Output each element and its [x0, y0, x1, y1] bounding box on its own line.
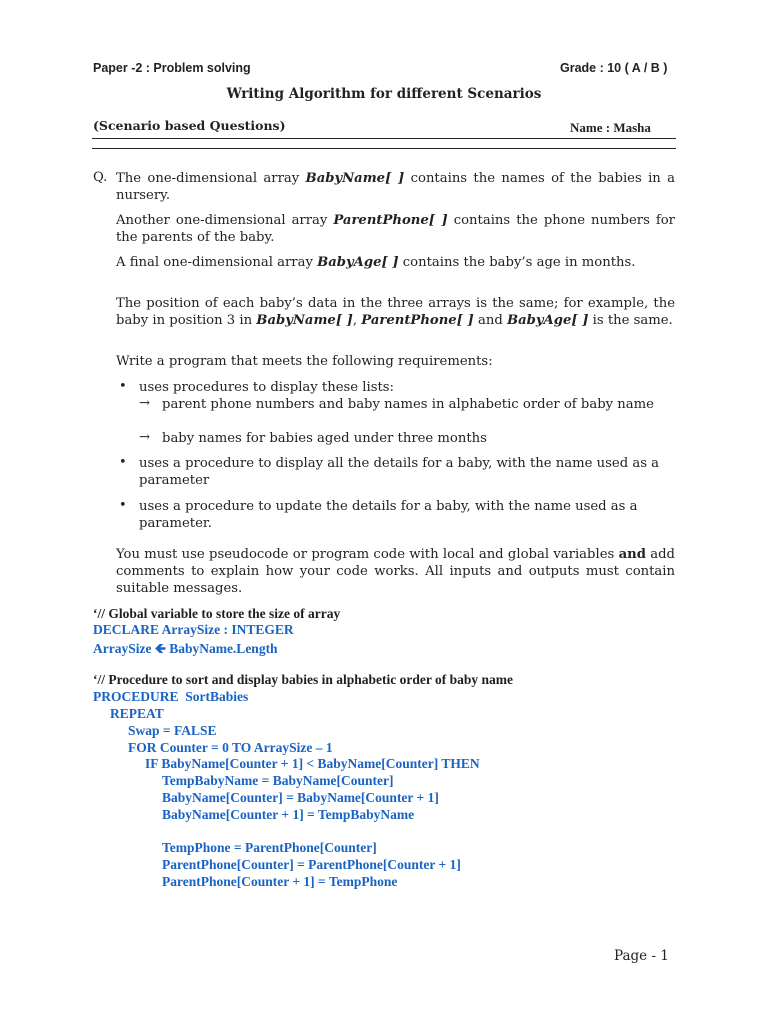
question-paragraph-3: A final one-dimensional array BabyAge[ ] contains the baby’s age in months.	[116, 255, 636, 270]
code-line: BabyName[Counter + 1] = TempBabyName	[162, 807, 415, 822]
code-line: ArraySize 🡸 BabyName.Length	[93, 641, 278, 656]
question-paragraph-2: Another one-dimensional array ParentPhone[ ] contains the phone numbers for the parents of the baby.	[116, 213, 675, 245]
student-name: Name : Masha	[570, 120, 651, 135]
page-title: Writing Algorithm for different Scenarios	[226, 86, 542, 102]
code-line: FOR Counter = 0 TO ArraySize – 1	[128, 740, 333, 755]
code-line: ParentPhone[Counter] = ParentPhone[Counter + 1]	[162, 857, 461, 872]
page-number: Page - 1	[614, 948, 669, 964]
bullet-marker: •	[119, 498, 127, 513]
arrow-marker: →	[139, 430, 151, 445]
question-paragraph-5: Write a program that meets the following requirements:	[116, 354, 493, 369]
header-rule-top	[92, 138, 676, 139]
question-paragraph-6: You must use pseudocode or program code with local and global variables and add comments to explain how your code works. All inputs and outputs must contain suitable messages.	[116, 547, 675, 596]
requirement-subitem: baby names for babies aged under three months	[162, 431, 487, 446]
bullet-marker: •	[119, 455, 127, 470]
paper-label: Paper -2 : Problem solving	[93, 61, 251, 75]
code-line: DECLARE ArraySize : INTEGER	[93, 622, 294, 637]
requirement-item: uses a procedure to update the details for a baby, with the name used as a parameter.	[139, 499, 638, 531]
question-paragraph-4: The position of each baby’s data in the three arrays is the same; for example, the baby in position 3 in BabyName[ ], ParentPhone[ ] and BabyAge[ ] is the same.	[116, 296, 675, 328]
question-paragraph-1: The one-dimensional array BabyName[ ] contains the names of the babies in a nursery.	[116, 171, 675, 203]
code-line: TempBabyName = BabyName[Counter]	[162, 773, 394, 788]
code-line: ParentPhone[Counter + 1] = TempPhone	[162, 874, 398, 889]
code-line: TempPhone = ParentPhone[Counter]	[162, 840, 377, 855]
grade-label: Grade : 10 ( A / B )	[560, 61, 668, 75]
code-line: BabyName[Counter] = BabyName[Counter + 1]	[162, 790, 439, 805]
page-subtitle: (Scenario based Questions)	[93, 118, 286, 133]
code-line: REPEAT	[110, 706, 164, 721]
bullet-marker: •	[119, 379, 127, 394]
question-marker: Q.	[93, 170, 108, 185]
header-rule-bottom	[92, 148, 676, 149]
code-comment: ‘// Global variable to store the size of array	[93, 606, 341, 621]
code-comment: ‘// Procedure to sort and display babies in alphabetic order of baby name	[93, 672, 514, 687]
requirement-item: uses procedures to display these lists:	[139, 380, 394, 395]
code-line: Swap = FALSE	[128, 723, 217, 738]
requirement-subitem: parent phone numbers and baby names in alphabetic order of baby name	[162, 397, 654, 412]
requirement-item: uses a procedure to display all the details for a baby, with the name used as a parameter	[139, 456, 660, 488]
arrow-marker: →	[139, 396, 151, 411]
code-line: IF BabyName[Counter + 1] < BabyName[Counter] THEN	[145, 756, 480, 771]
code-line: PROCEDURE SortBabies	[93, 689, 249, 704]
